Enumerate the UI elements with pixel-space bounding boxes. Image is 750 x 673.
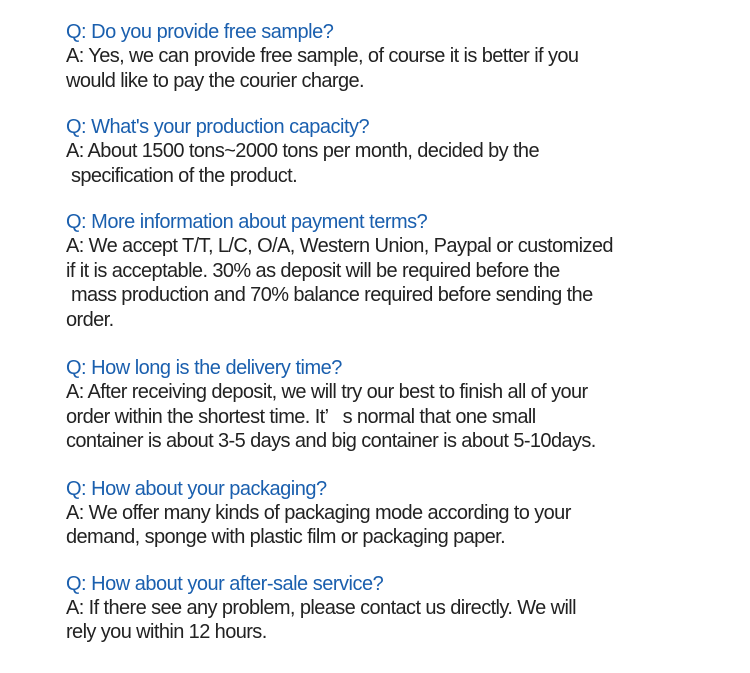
faq-item-free-sample — [66, 20, 736, 93]
faq-item-delivery-time — [66, 356, 736, 454]
faq-answer-line: A: We offer many kinds of packaging mode according to your — [66, 501, 571, 524]
faq-item-after-sale-service — [66, 572, 736, 645]
faq-answer-line: order. — [66, 308, 114, 331]
faq-answer-line: A: About 1500 tons~2000 tons per month, decided by the — [66, 140, 539, 162]
faq-answer-line: A: Yes, we can provide free sample, of course it is better if you — [66, 45, 579, 67]
faq-answer — [66, 596, 736, 645]
faq-answer-line: if it is acceptable. 30% as deposit will be required before the — [66, 259, 560, 282]
faq-answer — [66, 234, 736, 332]
faq-answer-line: rely you within 12 hours. — [66, 621, 267, 643]
faq-question: Q: How about your packaging? — [66, 477, 327, 500]
faq-answer-line: container is about 3-5 days and big container is about 5-10days. — [66, 430, 596, 452]
faq-question: Q: More information about payment terms? — [66, 211, 428, 233]
faq-answer-line: specification of the product. — [66, 164, 298, 187]
faq-answer-line: would like to pay the courier charge. — [66, 69, 364, 92]
faq-answer — [66, 44, 736, 93]
faq-answer — [66, 501, 736, 550]
faq-answer-line: A: After receiving deposit, we will try our best to finish all of your — [66, 381, 588, 403]
faq-question: Q: How about your after-sale service? — [66, 572, 384, 595]
faq-item-payment-terms — [66, 210, 736, 332]
faq-answer-line: mass production and 70% balance required before sending the — [66, 284, 593, 306]
faq-answer — [66, 380, 736, 454]
faq-question: Q: Do you provide free sample? — [66, 21, 334, 43]
faq-question: Q: How long is the delivery time? — [66, 357, 342, 379]
faq-question: Q: What's your production capacity? — [66, 116, 370, 138]
faq-answer-line: A: We accept T/T, L/C, O/A, Western Union, Paypal or customized — [66, 235, 613, 257]
faq-list — [66, 20, 736, 645]
faq-item-packaging — [66, 477, 736, 550]
faq-answer-line: A: If there see any problem, please contact us directly. We will — [66, 596, 576, 619]
faq-item-production-capacity — [66, 115, 736, 188]
faq-answer — [66, 139, 736, 188]
faq-answer-line: demand, sponge with plastic film or packaging paper. — [66, 526, 506, 548]
faq-answer-line: order within the shortest time. It’ s normal that one small — [66, 405, 536, 428]
